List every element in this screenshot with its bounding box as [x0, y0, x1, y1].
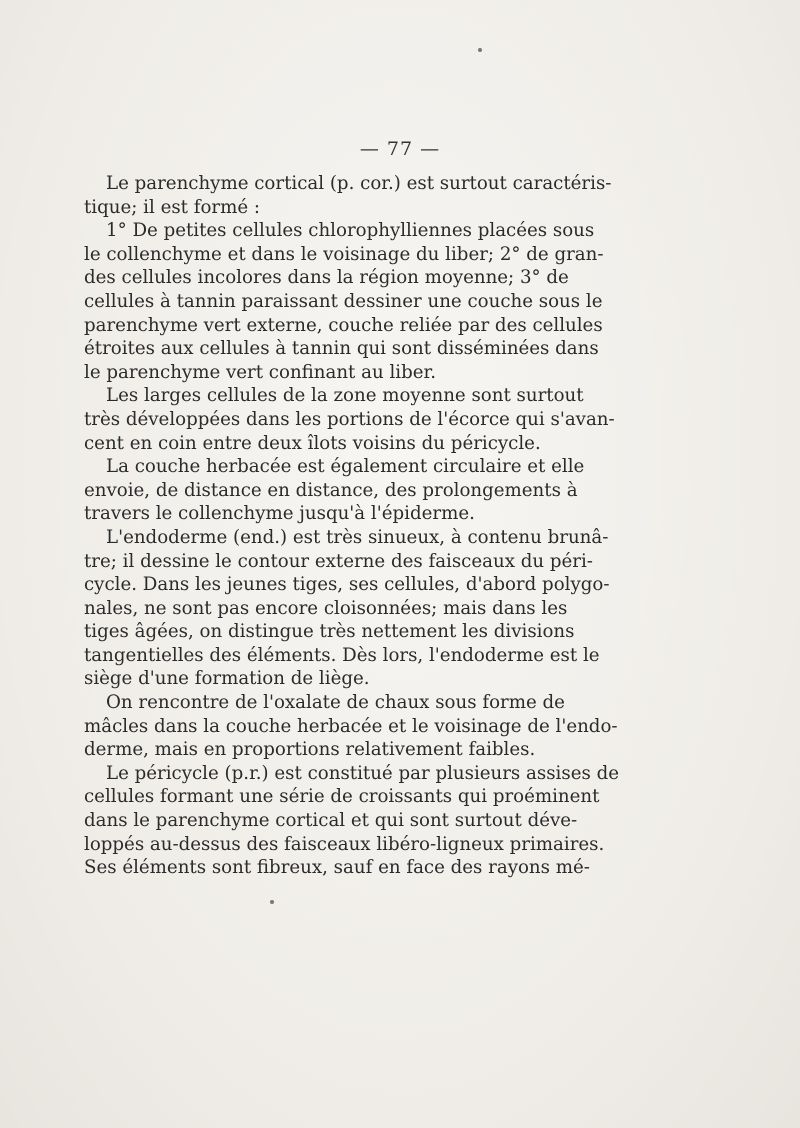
text-line: des cellules incolores dans la région moyenne; 3° de: [84, 267, 569, 289]
text-line: tangentielles des éléments. Dès lors, l'endoderme est le: [84, 644, 600, 666]
text-line: nales, ne sont pas encore cloisonnées; mais dans les: [84, 597, 568, 619]
text-line: mâcles dans la couche herbacée et le voisinage de l'endo-: [84, 715, 618, 737]
text-line: L'endoderme (end.) est très sinueux, à contenu brunâ-: [106, 526, 609, 548]
text-line: siège d'une formation de liège.: [84, 668, 370, 690]
text-line: le collenchyme et dans le voisinage du liber; 2° de gran-: [84, 243, 604, 265]
text-line: Le péricycle (p.r.) est constitué par plusieurs assises de: [106, 762, 619, 784]
text-line: dans le parenchyme cortical et qui sont surtout déve-: [84, 810, 578, 832]
page-number: — 77 —: [359, 138, 441, 160]
text-line: très développées dans les portions de l'écorce qui s'avan-: [84, 408, 615, 430]
text-line: tiges âgées, on distingue très nettement les divisions: [84, 621, 575, 643]
text-line: cellules à tannin paraissant dessiner une couche sous le: [84, 290, 603, 312]
text-line: Le parenchyme cortical (p. cor.) est surtout caractéris-: [106, 173, 612, 194]
text-line: étroites aux cellules à tannin qui sont disséminées dans: [84, 338, 599, 360]
text-line: La couche herbacée est également circulaire et elle: [106, 456, 585, 478]
text-line: Ses éléments sont fibreux, sauf en face des rayons mé-: [84, 857, 590, 879]
body-text: [84, 172, 619, 880]
text-line: parenchyme vert externe, couche reliée par des cellules: [84, 314, 603, 336]
text-line: envoie, de distance en distance, des prolongements à: [84, 479, 578, 501]
text-line: Les larges cellules de la zone moyenne sont surtout: [106, 385, 584, 407]
text-line: 1° De petites cellules chlorophylliennes placées sous: [106, 220, 595, 242]
ink-speck: [270, 900, 274, 904]
text-line: tre; il dessine le contour externe des faisceaux du péri-: [84, 550, 593, 572]
text-line: tique; il est formé :: [84, 196, 261, 218]
text-line: le parenchyme vert confinant au liber.: [84, 361, 436, 383]
ink-speck: [478, 48, 482, 52]
text-line: cent en coin entre deux îlots voisins du péricycle.: [84, 432, 541, 454]
text-line: cycle. Dans les jeunes tiges, ses cellules, d'abord polygo-: [84, 574, 610, 596]
text-line: travers le collenchyme jusqu'à l'épiderme.: [84, 503, 475, 525]
text-line: loppés au-dessus des faisceaux libéro-ligneux primaires.: [84, 833, 605, 855]
text-line: On rencontre de l'oxalate de chaux sous forme de: [106, 692, 565, 714]
text-line: cellules formant une série de croissants qui proéminent: [84, 786, 600, 808]
text-line: derme, mais en proportions relativement faibles.: [84, 739, 536, 761]
